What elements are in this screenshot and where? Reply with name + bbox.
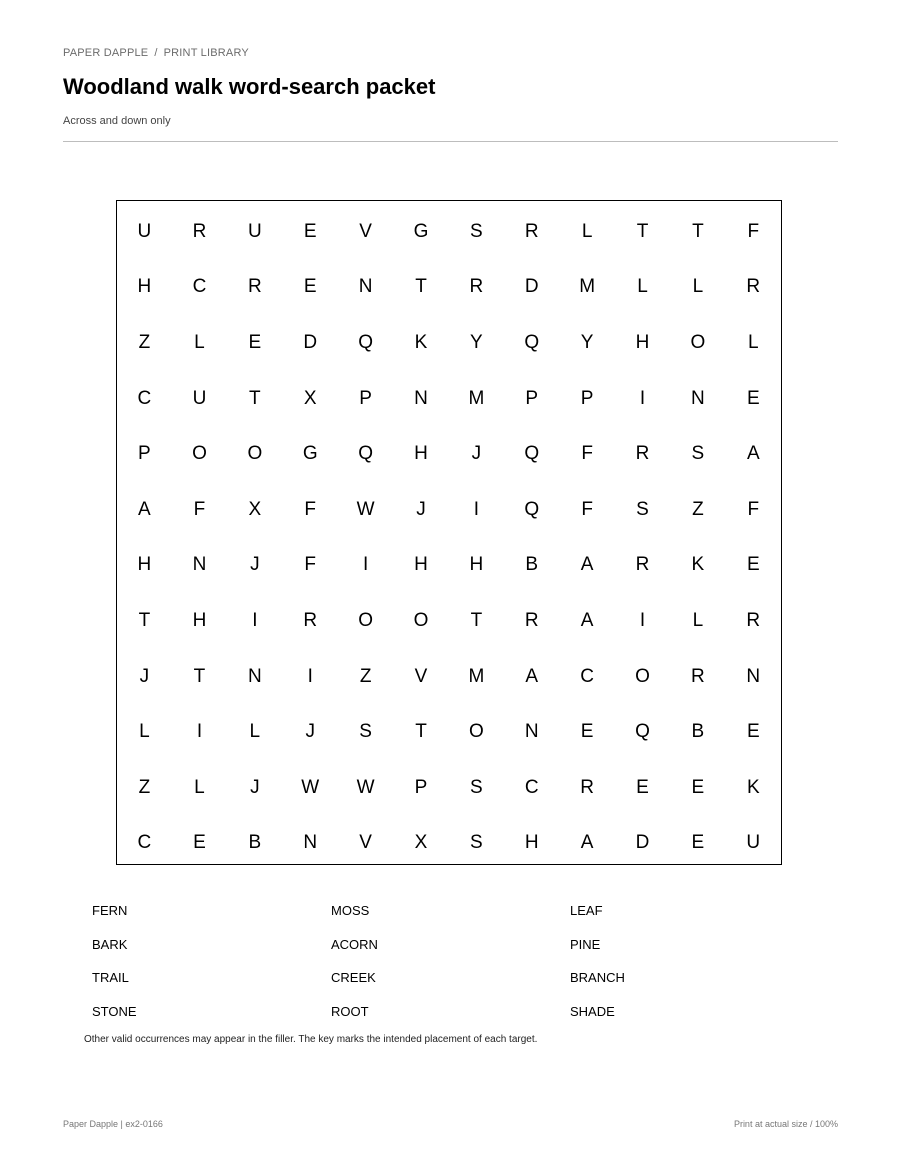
grid-cell: F [581, 443, 593, 465]
breadcrumb [63, 47, 249, 59]
grid-cell: F [193, 498, 206, 520]
grid-cell: Z [359, 665, 372, 687]
grid-row [117, 538, 781, 594]
breadcrumb-brand: PAPER DAPPLE [63, 47, 149, 59]
grid-cell: J [305, 721, 315, 743]
grid-cell: E [193, 832, 206, 854]
word-list-item: PINE [570, 936, 601, 952]
grid-cell: H [469, 554, 484, 576]
grid-cell: K [746, 776, 760, 798]
grid-cell: E [746, 554, 760, 576]
grid-cell: H [192, 609, 207, 631]
grid-cell: D [635, 832, 650, 854]
grid-cell: P [580, 387, 594, 409]
grid-cell: E [636, 776, 649, 798]
grid-cell: J [250, 554, 260, 576]
grid-cell: H [137, 554, 152, 576]
grid-cell: J [416, 498, 426, 520]
grid-cell: D [524, 276, 539, 298]
grid-cell: R [746, 609, 761, 631]
grid-cell: E [691, 776, 705, 798]
letter-grid-table [117, 204, 781, 871]
grid-cell: Z [138, 331, 151, 353]
grid-cell: V [359, 832, 372, 854]
grid-cell: A [580, 554, 594, 576]
grid-cell: M [579, 276, 596, 298]
grid-cell: M [468, 665, 485, 687]
grid-cell: S [636, 498, 649, 520]
grid-cell: N [524, 721, 539, 743]
grid-cell: L [194, 331, 205, 353]
grid-cell: N [303, 832, 318, 854]
grid-cell: D [303, 331, 318, 353]
grid-cell: Q [358, 443, 373, 465]
grid-cell: O [358, 609, 373, 631]
grid-cell: U [192, 387, 207, 409]
grid-cell: K [414, 331, 428, 353]
grid-cell: H [137, 276, 152, 298]
grid-cell: H [414, 554, 428, 576]
grid-cell: O [468, 721, 484, 743]
grid-cell: X [414, 832, 428, 854]
word-list-item: MOSS [331, 903, 370, 918]
grid-cell: R [469, 276, 484, 298]
grid-row [117, 426, 781, 482]
grid-cell: E [691, 832, 705, 854]
footer-id: Paper Dapple | ex2-0166 [63, 1119, 163, 1129]
grid-cell: I [362, 554, 369, 576]
grid-cell: A [138, 498, 151, 520]
grid-cell: M [468, 387, 485, 409]
grid-cell: Y [470, 331, 483, 353]
grid-cell: W [356, 498, 375, 520]
grid-cell: E [303, 220, 317, 242]
breadcrumb-separator: / [154, 47, 158, 59]
grid-cell: U [247, 220, 262, 242]
word-list-item: TRAIL [92, 970, 129, 985]
grid-cell: P [138, 443, 151, 465]
grid-cell: T [193, 665, 206, 687]
grid-cell: O [690, 331, 706, 353]
grid-cell: X [303, 387, 317, 409]
grid-cell: I [639, 609, 646, 631]
word-list-item: BRANCH [570, 970, 625, 985]
grid-cell: N [414, 387, 428, 409]
grid-cell: T [636, 220, 649, 242]
grid-cell: H [635, 331, 650, 353]
word-list-item: BARK [92, 936, 128, 952]
grid-cell: Q [635, 721, 650, 743]
grid-cell: C [137, 832, 152, 854]
grid-cell: R [303, 609, 318, 631]
word-list [92, 903, 812, 1037]
grid-row [117, 204, 781, 260]
grid-cell: W [301, 776, 320, 798]
grid-cell: N [192, 554, 207, 576]
grid-cell: Z [692, 498, 704, 520]
grid-cell: T [470, 609, 483, 631]
grid-cell: P [359, 387, 372, 409]
grid-cell: I [639, 387, 646, 409]
grid-cell: Q [524, 443, 540, 465]
grid-cell: S [470, 832, 483, 854]
grid-row [117, 315, 781, 371]
grid-cell: N [358, 276, 373, 298]
grid-cell: C [137, 387, 152, 409]
grid-cell: B [248, 832, 262, 854]
grid-cell: L [581, 220, 593, 242]
grid-cell: K [691, 554, 705, 576]
grid-cell: O [192, 443, 207, 465]
grid-cell: O [413, 609, 429, 631]
grid-row [117, 593, 781, 649]
grid-cell: J [250, 776, 260, 798]
word-list-item: STONE [92, 1003, 137, 1019]
grid-cell: N [691, 387, 705, 409]
grid-cell: I [196, 721, 203, 743]
page-subtitle: Across and down only [63, 115, 171, 127]
grid-cell: U [746, 832, 761, 854]
grid-row [117, 649, 781, 705]
header-divider [63, 141, 838, 142]
grid-cell: V [359, 220, 372, 242]
grid-cell: F [304, 554, 317, 576]
grid-cell: F [747, 498, 760, 520]
grid-row [117, 260, 781, 316]
grid-cell: J [471, 443, 482, 465]
grid-cell: R [746, 276, 761, 298]
grid-cell: T [138, 609, 151, 631]
grid-cell: E [303, 276, 317, 298]
grid-row [117, 816, 781, 872]
grid-cell: R [192, 220, 207, 242]
grid-cell: E [580, 721, 594, 743]
grid-cell: A [580, 609, 594, 631]
grid-cell: O [635, 665, 650, 687]
grid-cell: L [139, 721, 150, 743]
grid-cell: O [247, 443, 263, 465]
grid-cell: T [249, 387, 261, 409]
grid-cell: F [747, 220, 760, 242]
grid-cell: A [746, 443, 760, 465]
word-list-item: LEAF [570, 903, 603, 918]
grid-cell: S [359, 721, 372, 743]
word-list-item: FERN [92, 903, 128, 918]
grid-cell: R [524, 220, 539, 242]
word-search-grid [116, 200, 782, 865]
grid-cell: G [413, 220, 429, 242]
grid-cell: R [635, 443, 650, 465]
grid-cell: S [470, 776, 483, 798]
grid-cell: E [248, 331, 262, 353]
grid-cell: P [414, 776, 428, 798]
grid-cell: R [580, 776, 594, 798]
grid-cell: L [692, 276, 704, 298]
grid-cell: L [692, 609, 704, 631]
grid-cell: A [580, 832, 594, 854]
grid-cell: T [692, 220, 704, 242]
grid-cell: R [635, 554, 650, 576]
grid-cell: B [691, 721, 705, 743]
grid-cell: Z [138, 776, 151, 798]
grid-row [117, 482, 781, 538]
grid-cell: L [249, 721, 261, 743]
grid-row [117, 371, 781, 427]
grid-cell: E [746, 387, 760, 409]
grid-cell: C [524, 776, 539, 798]
grid-cell: R [691, 665, 705, 687]
grid-cell: Q [524, 498, 540, 520]
grid-cell: T [415, 276, 427, 298]
grid-cell: Q [358, 331, 373, 353]
grid-cell: I [307, 665, 313, 687]
grid-cell: H [524, 832, 539, 854]
grid-cell: C [192, 276, 207, 298]
grid-cell: I [252, 609, 258, 631]
grid-cell: P [525, 387, 539, 409]
grid-cell: H [414, 443, 428, 465]
footer-print-hint: Print at actual size / 100% [733, 1119, 838, 1129]
grid-cell: I [473, 498, 480, 520]
grid-row [117, 760, 781, 816]
grid-cell: B [525, 554, 539, 576]
grid-cell: T [415, 721, 427, 743]
grid-cell: U [137, 220, 152, 242]
grid-cell: X [248, 498, 262, 520]
grid-cell: N [746, 665, 761, 687]
grid-cell: S [691, 443, 705, 465]
grid-cell: L [637, 276, 648, 298]
grid-cell: J [139, 665, 150, 687]
grid-cell: S [470, 220, 483, 242]
placement-note: Other valid occurrences may appear in the filler. The key marks the intended placement of each target. [84, 1034, 538, 1045]
grid-cell: L [194, 776, 205, 798]
word-list-item: CREEK [331, 970, 376, 985]
grid-cell: F [581, 498, 593, 520]
grid-cell: R [524, 609, 539, 631]
word-list-item: ROOT [331, 1003, 369, 1019]
grid-cell: C [580, 665, 594, 687]
grid-cell: L [747, 331, 759, 353]
grid-cell: N [247, 665, 262, 687]
word-list-item: SHADE [570, 1003, 615, 1019]
grid-cell: Y [580, 331, 594, 353]
grid-cell: W [356, 776, 375, 798]
grid-cell: A [525, 665, 539, 687]
grid-cell: V [414, 665, 428, 687]
grid-cell: E [746, 721, 760, 743]
grid-cell: G [302, 443, 318, 465]
grid-cell: R [247, 276, 262, 298]
word-list-item: ACORN [331, 936, 378, 952]
grid-cell: Q [524, 331, 540, 353]
grid-row [117, 704, 781, 760]
grid-cell: F [304, 498, 317, 520]
page-title: Woodland walk word-search packet [63, 74, 436, 99]
breadcrumb-section: PRINT LIBRARY [163, 47, 249, 59]
